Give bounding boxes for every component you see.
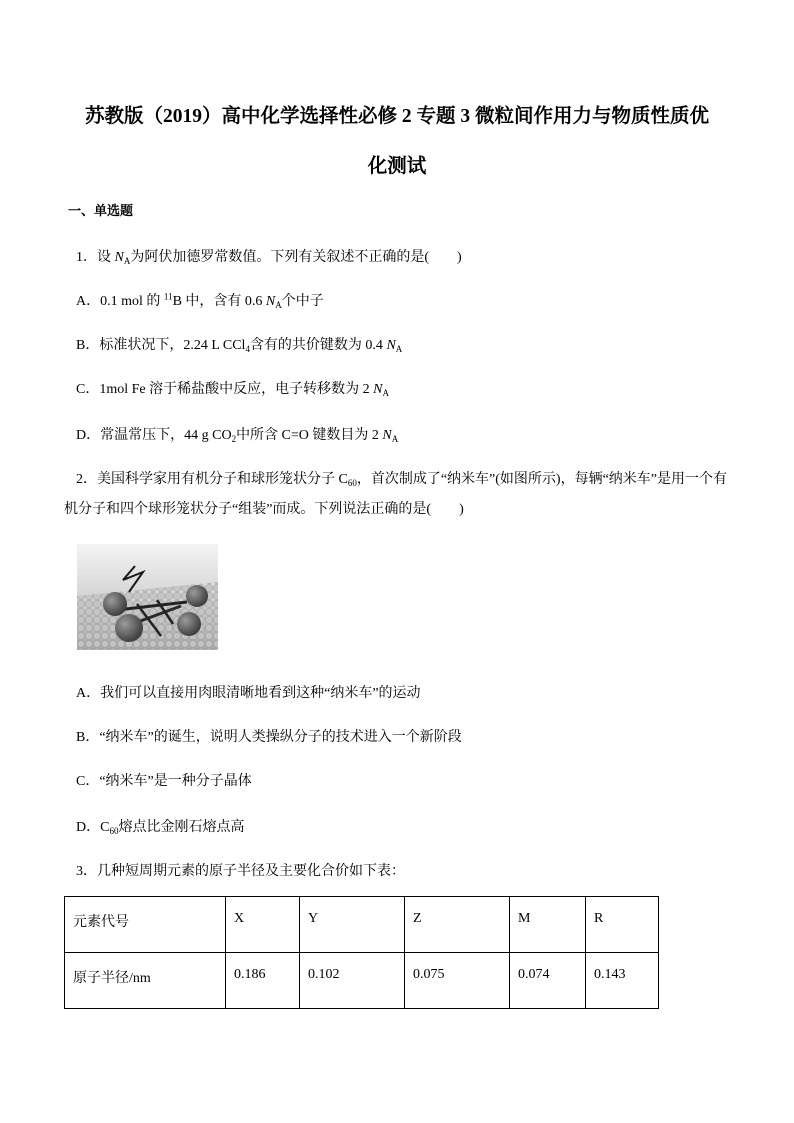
nanocar-figure — [77, 544, 218, 650]
q2-option-a: A．我们可以直接用肉眼清晰地看到这种“纳米车”的运动 — [76, 686, 421, 701]
table-cell: 元素代号 — [65, 897, 226, 953]
table-row — [65, 953, 659, 1009]
element-table — [64, 896, 659, 1009]
table-cell: 0.075 — [405, 953, 510, 1009]
q2-option-d: D．$C_{60}$熔点比金刚石熔点高 — [76, 820, 245, 836]
section-heading: 一、单选题 — [68, 203, 134, 218]
table-cell: M — [510, 897, 586, 953]
table-cell: 0.186 — [226, 953, 300, 1009]
table-cell: Z — [405, 897, 510, 953]
q1-option-d: D．常温常压下，44 g $CO_2$中所含 C=O 键数目为 2 $N_A$ — [76, 428, 399, 444]
q1-stem: 1．设 $N_A$为阿伏加德罗常数值。下列有关叙述不正确的是( ) — [76, 250, 462, 266]
q3-stem: 3．几种短周期元素的原子半径及主要化合价如下表： — [76, 864, 405, 879]
table-header-row — [65, 897, 659, 953]
document-title — [60, 96, 734, 188]
q2-option-b: B．“纳米车”的诞生，说明人类操纵分子的技术进入一个新阶段 — [76, 730, 462, 745]
q1-option-b: B．标准状况下，2.24 L CCl$_4$含有的共价键数为 0.4 $N_A$ — [76, 338, 403, 354]
table-cell: 0.074 — [510, 953, 586, 1009]
title-line-1: 苏教版（2019）高中化学选择性必修 2 专题 3 微粒间作用力与物质性质优 — [84, 106, 709, 127]
q2-stem-line-1: 2．美国科学家用有机分子和球形笼状分子 $C_{60}$，首次制成了“纳米车”(如图所示)，每辆“纳米车”是用一个有 — [76, 472, 728, 488]
table-cell: 原子半径/nm — [65, 953, 226, 1009]
table-cell: 0.143 — [586, 953, 659, 1009]
q2-option-c: C．“纳米车”是一种分子晶体 — [76, 774, 252, 789]
q1-option-a: A．0.1 mol 的 $^{11}$B 中，含有 0.6 $N_A$个中子 — [76, 291, 324, 310]
title-line-2: 化测试 — [367, 156, 427, 177]
table-cell: Y — [300, 897, 405, 953]
table-cell: R — [586, 897, 659, 953]
q2-stem-line-2: 机分子和四个球形笼状分子“组装”而成。下列说法正确的是( ) — [64, 502, 464, 517]
q1-option-c: C．1mol Fe 溶于稀盐酸中反应，电子转移数为 2 $N_A$ — [76, 382, 389, 398]
table-cell: X — [226, 897, 300, 953]
table-cell: 0.102 — [300, 953, 405, 1009]
